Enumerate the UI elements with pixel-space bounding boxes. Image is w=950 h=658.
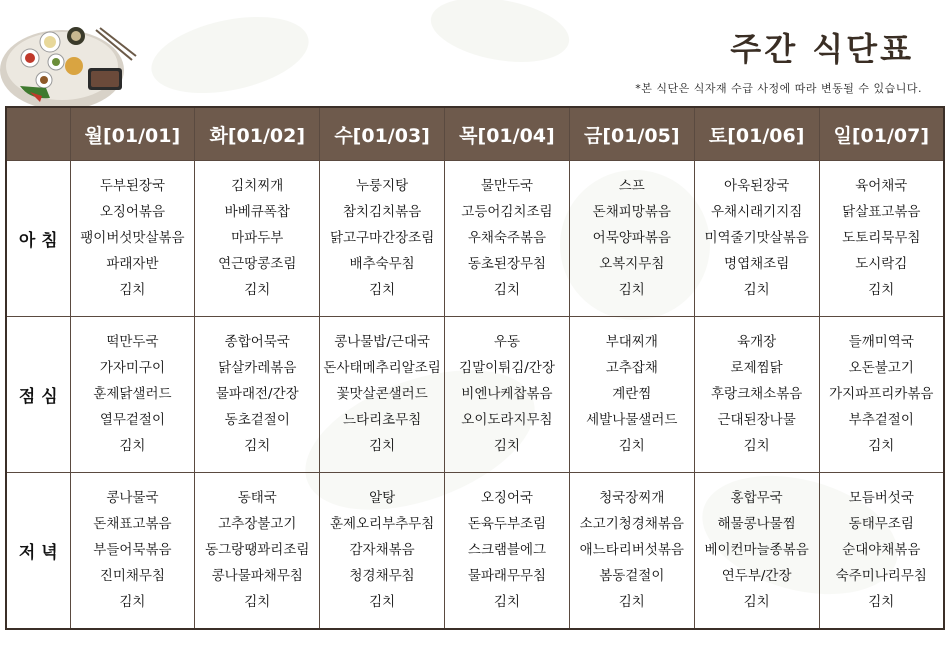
menu-item: 물파래무무침	[467, 568, 547, 585]
menu-item: 김치	[369, 594, 396, 611]
menu-item: 콩나물국	[106, 490, 159, 507]
menu-item: 세발나물샐러드	[586, 412, 678, 429]
menu-cell	[195, 472, 320, 629]
menu-item: 애느타리버섯볶음	[579, 542, 684, 559]
menu-item: 김치	[868, 282, 895, 299]
menu-item: 콩나물파채무침	[211, 568, 303, 585]
menu-item: 배추숙무침	[349, 256, 415, 273]
menu-item: 훈제닭샐러드	[93, 386, 172, 403]
menu-item: 어묵양파볶음	[592, 230, 671, 247]
menu-cell	[195, 161, 320, 317]
day-header-sun: 일[01/07]	[819, 107, 944, 161]
menu-item: 우채시래기지짐	[710, 204, 803, 221]
weekly-menu-table	[5, 106, 945, 630]
menu-cell	[320, 316, 445, 472]
menu-item: 오돈불고기	[848, 360, 914, 377]
menu-cell	[445, 316, 570, 472]
menu-item: 김치	[369, 282, 396, 299]
menu-item: 누룽지탕	[356, 178, 409, 195]
menu-item: 고등어김치조림	[461, 204, 553, 221]
menu-cell	[694, 472, 819, 629]
menu-item: 근대된장나물	[717, 412, 796, 429]
menu-item: 닭살표고볶음	[842, 204, 921, 221]
menu-item: 우채숙주볶음	[467, 230, 547, 247]
menu-item: 부들어묵볶음	[93, 542, 172, 559]
menu-item: 김치	[868, 438, 895, 455]
menu-item: 부추겉절이	[848, 412, 914, 429]
menu-item: 느타리초무침	[342, 412, 422, 429]
menu-item: 오복지무침	[599, 256, 665, 273]
menu-item: 김치	[244, 438, 271, 455]
menu-item: 김치	[493, 438, 520, 455]
menu-item: 알탕	[369, 490, 396, 507]
menu-item: 연근땅콩조림	[218, 256, 297, 273]
menu-item: 바베큐폭찹	[224, 204, 290, 221]
page-title: 주간 식단표	[730, 30, 914, 68]
menu-item: 청국장찌개	[599, 490, 665, 507]
header-corner	[6, 107, 70, 161]
menu-item: 김치	[743, 438, 770, 455]
meal-row-dinner	[6, 472, 944, 629]
meal-row-lunch	[6, 316, 944, 472]
menu-item: 꽃맛살콘샐러드	[336, 386, 428, 403]
meal-row-breakfast	[6, 161, 944, 317]
menu-item: 김치	[244, 282, 271, 299]
menu-item: 도토리묵무침	[842, 230, 921, 247]
menu-item: 동태무조림	[848, 516, 914, 533]
menu-item: 해물콩나물찜	[717, 516, 796, 533]
day-header-wed: 수[01/03]	[320, 107, 445, 161]
menu-cell	[320, 472, 445, 629]
menu-item: 파래자반	[106, 256, 159, 273]
menu-notice: *본 식단은 식자재 수급 사정에 따라 변동될 수 있습니다.	[635, 82, 922, 95]
menu-item: 김치	[868, 594, 895, 611]
menu-cell	[70, 161, 195, 317]
menu-item: 김치	[618, 282, 645, 299]
menu-cell	[569, 161, 694, 317]
menu-cell	[445, 472, 570, 629]
menu-item: 스크램블에그	[467, 542, 547, 559]
menu-item: 김치찌개	[231, 178, 284, 195]
meal-label: 저 녁	[6, 472, 70, 629]
meal-label: 점 심	[6, 316, 70, 472]
menu-cell	[195, 316, 320, 472]
menu-item: 순대야채볶음	[842, 542, 921, 559]
menu-cell	[70, 316, 195, 472]
menu-item: 연두부/간장	[721, 568, 792, 585]
menu-item: 김말이튀김/간장	[459, 360, 555, 377]
menu-item: 감자채볶음	[349, 542, 415, 559]
menu-item: 동초된장무침	[467, 256, 547, 273]
menu-item: 가지파프리카볶음	[829, 386, 934, 403]
menu-item: 청경채무침	[349, 568, 415, 585]
menu-item: 오징어볶음	[99, 204, 166, 221]
menu-item: 돈채표고볶음	[93, 516, 172, 533]
menu-item: 마파두부	[231, 230, 284, 247]
menu-item: 베이컨마늘종볶음	[704, 542, 809, 559]
day-header-sat: 토[01/06]	[694, 107, 819, 161]
menu-item: 아욱된장국	[724, 178, 790, 195]
menu-item: 동태국	[237, 490, 277, 507]
menu-item: 콩나물밥/근대국	[334, 334, 431, 351]
menu-item: 명엽채조림	[724, 256, 790, 273]
menu-item: 계란찜	[612, 386, 652, 403]
background-decoration	[426, 0, 574, 72]
menu-item: 도시락김	[855, 256, 908, 273]
menu-item: 봄동겉절이	[599, 568, 665, 585]
background-decoration	[144, 4, 315, 106]
menu-cell	[694, 316, 819, 472]
menu-item: 김치	[369, 438, 396, 455]
menu-item: 김치	[743, 594, 770, 611]
menu-item: 김치	[119, 282, 146, 299]
menu-item: 종합어묵국	[224, 334, 290, 351]
menu-item: 팽이버섯맛살볶음	[80, 230, 185, 247]
day-header-row	[6, 107, 944, 161]
day-header-thu: 목[01/04]	[445, 107, 570, 161]
menu-item: 동초겉절이	[224, 412, 290, 429]
menu-item: 김치	[493, 282, 520, 299]
menu-item: 돈육두부조림	[467, 516, 547, 533]
menu-item: 오징어국	[480, 490, 534, 507]
menu-item: 소고기청경채볶음	[579, 516, 684, 533]
food-plate-image	[0, 0, 150, 112]
menu-item: 두부된장국	[99, 178, 166, 195]
menu-item: 육개장	[737, 334, 777, 351]
menu-item: 동그랑땡꽈리조림	[205, 542, 310, 559]
menu-item: 훈제오리부추무침	[329, 516, 435, 533]
menu-item: 김치	[244, 594, 271, 611]
menu-item: 참치김치볶음	[342, 204, 422, 221]
menu-item: 김치	[618, 438, 645, 455]
menu-item: 로제찜닭	[730, 360, 783, 377]
menu-cell	[694, 161, 819, 317]
menu-item: 돈사태메추리알조림	[323, 360, 441, 377]
menu-item: 닭살카레볶음	[218, 360, 297, 377]
menu-cell	[320, 161, 445, 317]
menu-item: 돈채피망볶음	[592, 204, 671, 221]
menu-cell	[819, 472, 944, 629]
menu-item: 김치	[493, 594, 520, 611]
menu-item: 김치	[618, 594, 645, 611]
menu-item: 김치	[119, 438, 146, 455]
menu-item: 육어채국	[855, 178, 908, 195]
menu-cell	[569, 316, 694, 472]
menu-cell	[445, 161, 570, 317]
menu-item: 김치	[119, 594, 146, 611]
menu-item: 닭고구마간장조림	[329, 230, 435, 247]
menu-item: 미역줄기맛살볶음	[704, 230, 809, 247]
menu-item: 물파래전/간장	[215, 386, 299, 403]
menu-cell	[70, 472, 195, 629]
menu-item: 오이도라지무침	[461, 412, 553, 429]
menu-cell	[819, 316, 944, 472]
menu-item: 스프	[618, 178, 645, 195]
menu-item: 떡만두국	[106, 334, 159, 351]
menu-item: 비엔나케찹볶음	[461, 386, 553, 403]
menu-item: 부대찌개	[605, 334, 658, 351]
menu-item: 열무겉절이	[99, 412, 166, 429]
menu-item: 홍합무국	[730, 490, 783, 507]
menu-item: 가자미구이	[99, 360, 166, 377]
menu-item: 모듬버섯국	[848, 490, 914, 507]
menu-item: 우동	[493, 334, 520, 351]
menu-cell	[819, 161, 944, 317]
menu-item: 진미채무침	[99, 568, 166, 585]
day-header-tue: 화[01/02]	[195, 107, 320, 161]
menu-item: 숙주미나리무침	[835, 568, 927, 585]
menu-item: 물만두국	[480, 178, 534, 195]
menu-item: 고추잡채	[605, 360, 658, 377]
menu-item: 고추장불고기	[218, 516, 297, 533]
day-header-fri: 금[01/05]	[569, 107, 694, 161]
menu-item: 들깨미역국	[848, 334, 914, 351]
menu-item: 김치	[743, 282, 770, 299]
menu-item: 후랑크채소볶음	[710, 386, 803, 403]
meal-label: 아 침	[6, 161, 70, 317]
day-header-mon: 월[01/01]	[70, 107, 195, 161]
menu-cell	[569, 472, 694, 629]
